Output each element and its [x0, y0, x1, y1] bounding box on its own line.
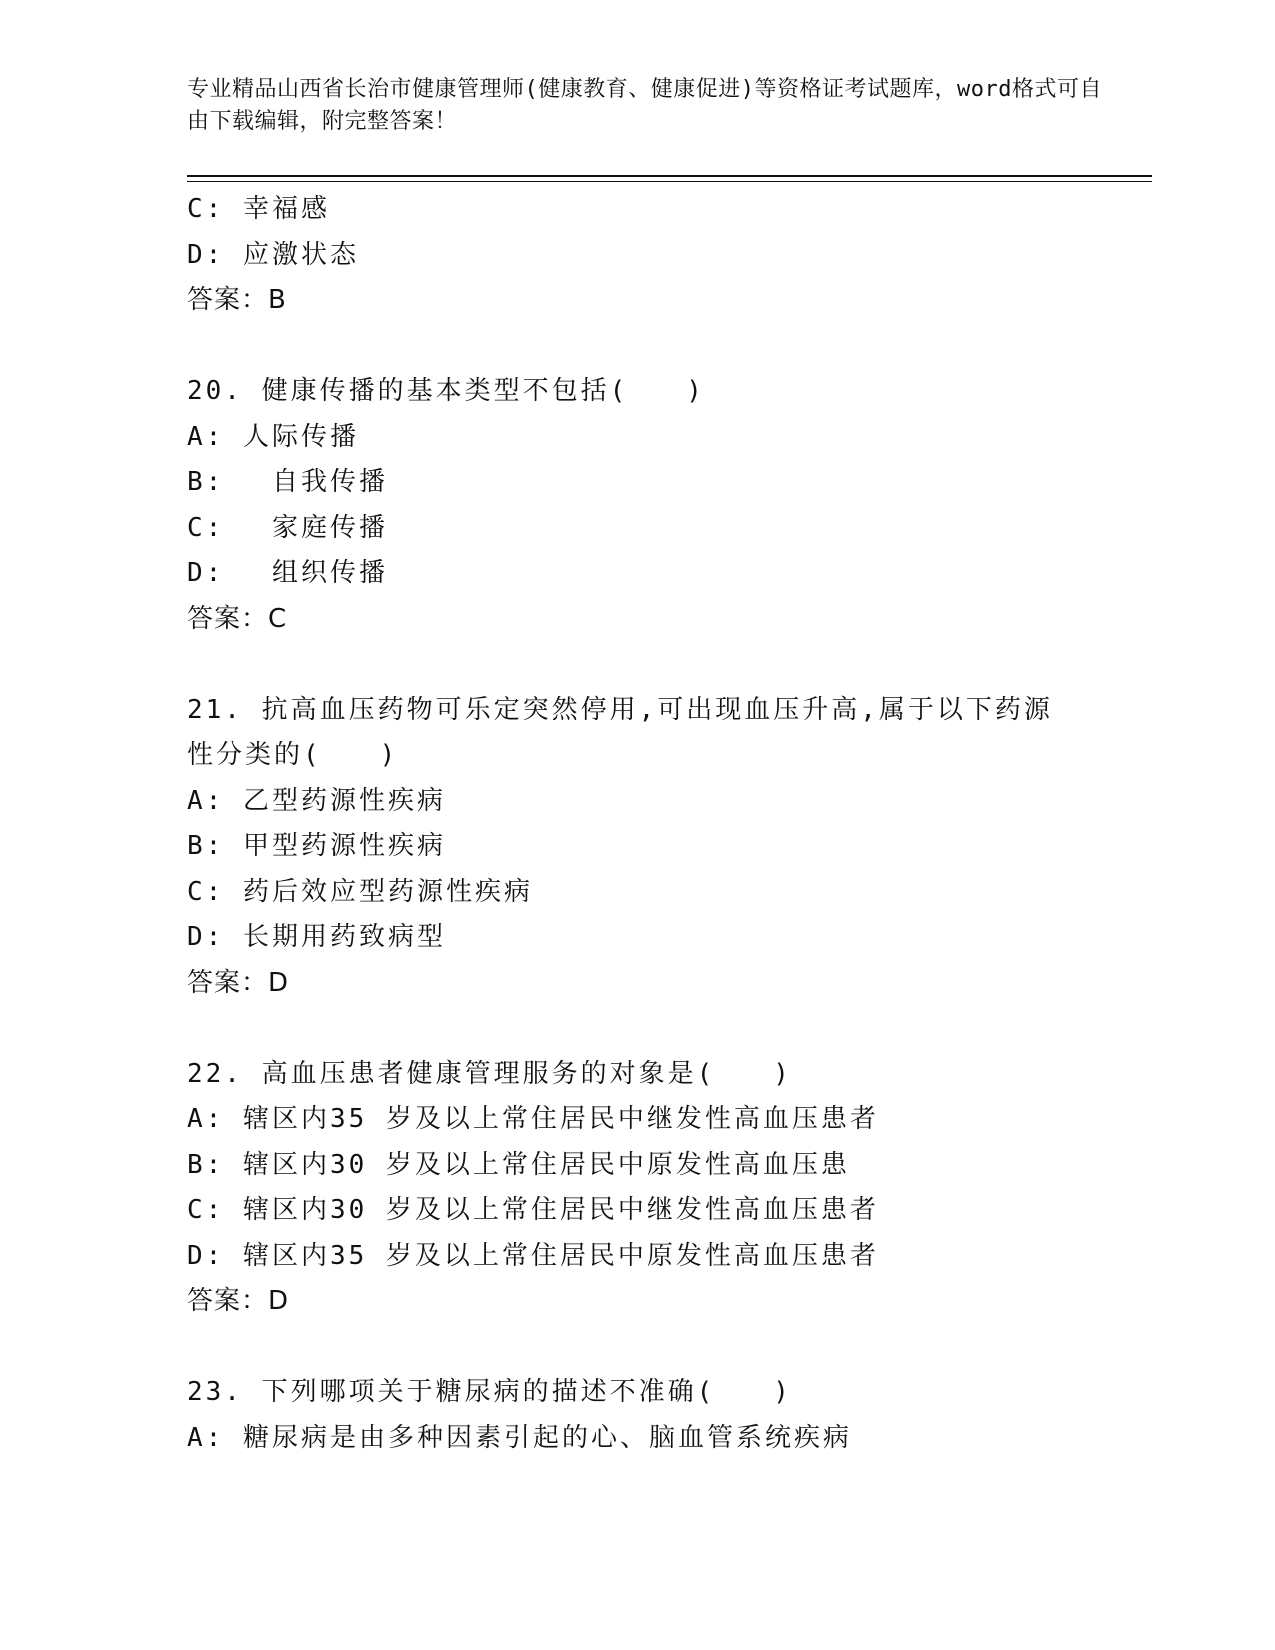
answer-line: 答案：D [187, 1286, 290, 1316]
option-a: A: 辖区内35 岁及以上常住居民中继发性高血压患者 [187, 1104, 879, 1134]
question-20 [187, 369, 1147, 642]
option-a: A: 乙型药源性疾病 [187, 785, 446, 816]
option-b: B: 辖区内30 岁及以上常住居民中原发性高血压患 [187, 1149, 850, 1180]
option-c: C: 幸福感 [187, 194, 330, 224]
option-c: C: 药后效应型药源性疾病 [187, 876, 533, 907]
answer-line: 答案：C [187, 603, 288, 634]
question-stem: 20. 健康传播的基本类型不包括( ) [187, 376, 705, 406]
option-d: D: 辖区内35 岁及以上常住居民中原发性高血压患者 [187, 1240, 879, 1271]
option-d: D: 长期用药致病型 [187, 922, 446, 952]
previous-question-tail [187, 187, 1147, 324]
answer-line: 答案：B [187, 285, 287, 315]
option-d: D: 组织传播 [187, 558, 388, 588]
option-c: C: 家庭传播 [187, 512, 388, 543]
answer-line: 答案：D [187, 967, 290, 998]
spacer [187, 1006, 1147, 1052]
spacer [187, 642, 1147, 688]
option-a: A: 糖尿病是由多种因素引起的心、脑血管系统疾病 [187, 1422, 852, 1453]
question-content [187, 187, 1147, 1461]
question-stem: 23. 下列哪项关于糖尿病的描述不准确( ) [187, 1377, 792, 1407]
header-rule-thin [187, 181, 1152, 182]
option-b: B: 甲型药源性疾病 [187, 831, 446, 861]
question-stem: 22. 高血压患者健康管理服务的对象是( ) [187, 1058, 792, 1089]
option-a: A: 人际传播 [187, 421, 359, 452]
question-23 [187, 1370, 1147, 1461]
question-stem: 21. 抗高血压药物可乐定突然停用,可出现血压升高,属于以下药源性分类的( ) [187, 694, 1053, 770]
question-21 [187, 688, 1147, 1007]
option-d: D: 应激状态 [187, 239, 359, 270]
question-22 [187, 1052, 1147, 1325]
spacer [187, 324, 1147, 370]
spacer [187, 1325, 1147, 1371]
document-header: 专业精品山西省长治市健康管理师(健康教育、健康促进)等资格证考试题库，word格式可自由下载编辑，附完整答案！ [187, 77, 1102, 134]
header-rule-thick [187, 175, 1152, 177]
option-c: C: 辖区内30 岁及以上常住居民中继发性高血压患者 [187, 1195, 879, 1225]
option-b: B: 自我传播 [187, 467, 388, 497]
